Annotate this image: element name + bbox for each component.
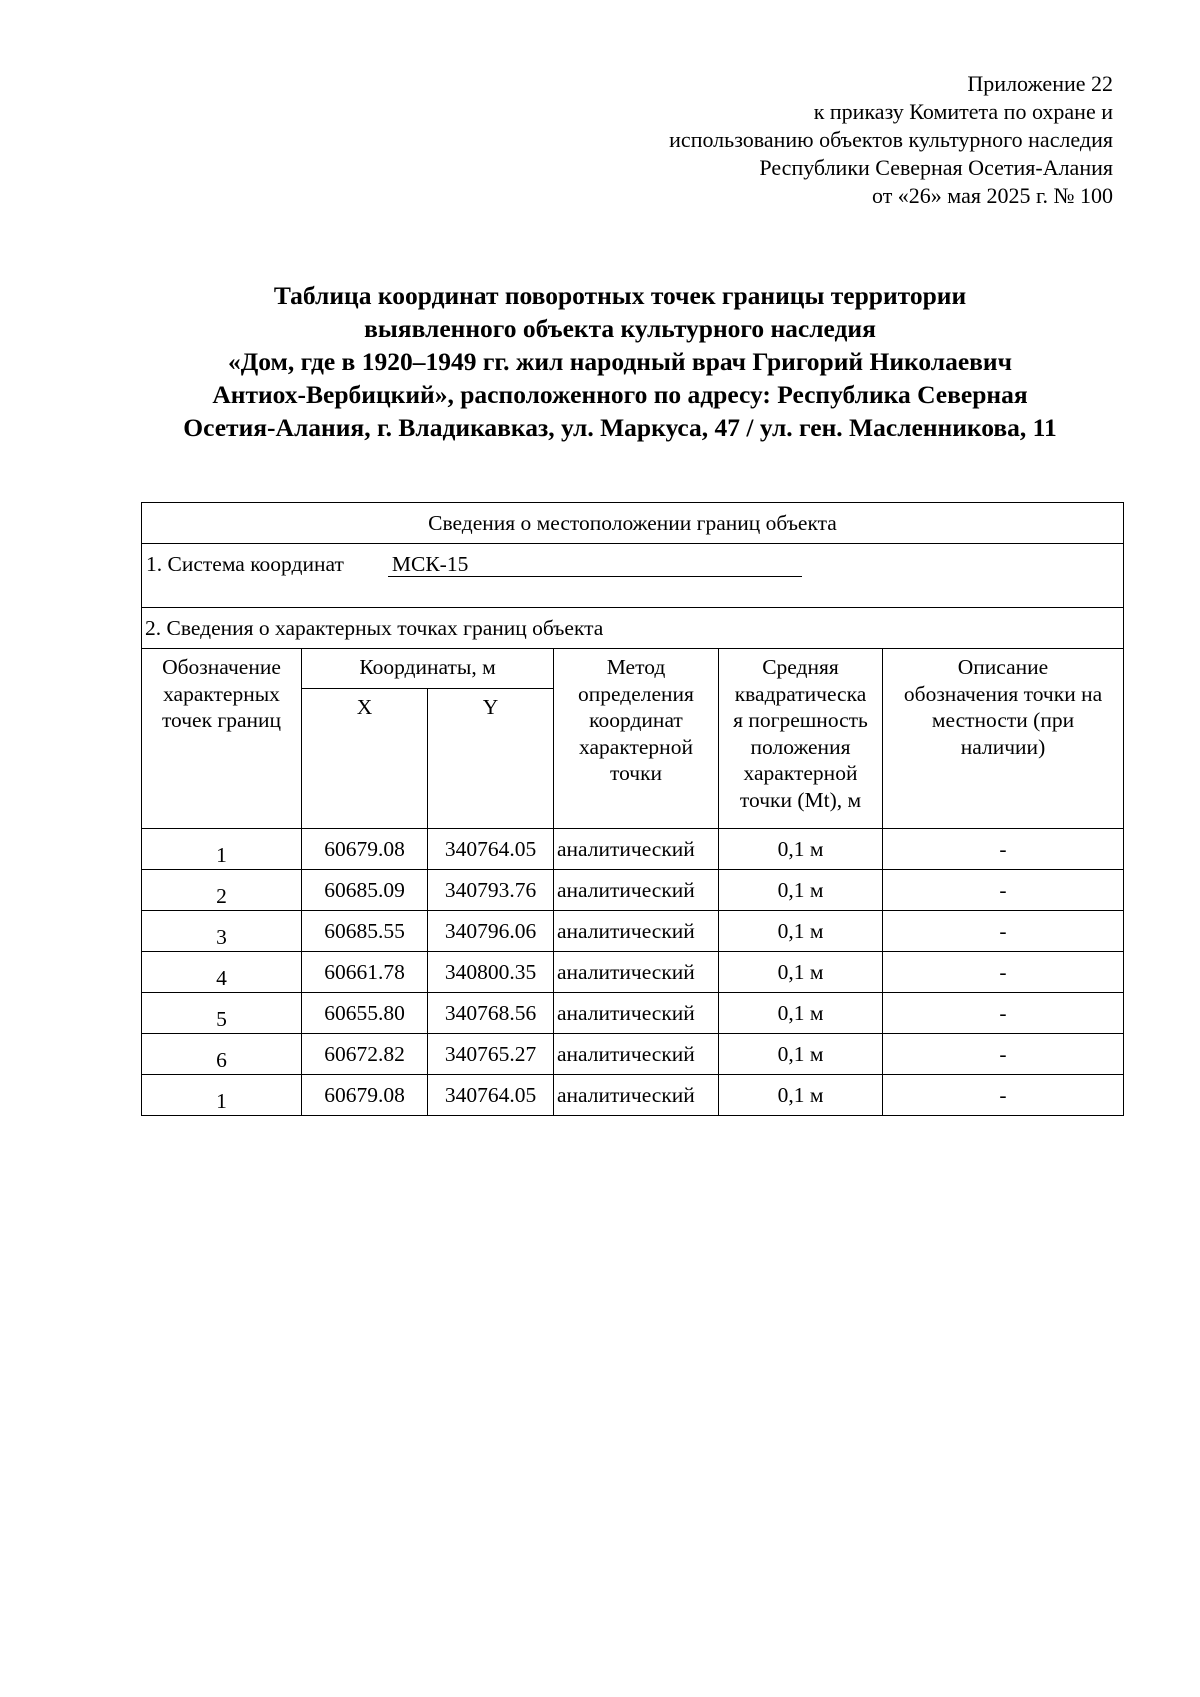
cell-y: 340796.06: [428, 911, 554, 952]
col-header-description: [883, 649, 1124, 829]
cell-method: аналитический: [554, 1075, 719, 1116]
header-text: местности (при: [931, 708, 1075, 732]
appendix-line: Приложение 22: [967, 71, 1113, 96]
cell-point: 1: [142, 829, 302, 870]
cell-x: 60679.08: [302, 829, 428, 870]
title-line: Таблица координат поворотных точек границы территории: [273, 281, 967, 310]
cell-method: аналитический: [554, 1034, 719, 1075]
cell-description: -: [883, 993, 1124, 1034]
cell-description: -: [883, 870, 1124, 911]
title-line: «Дом, где в 1920–1949 гг. жил народный врач Григорий Николаевич: [227, 347, 1013, 376]
cell-error: 0,1 м: [719, 911, 883, 952]
cell-x: 60672.82: [302, 1034, 428, 1075]
header-text: характерной: [579, 734, 693, 759]
appendix-line: к приказу Комитета по охране и: [813, 99, 1113, 124]
coord-system-value: МСК-15: [388, 552, 802, 577]
header-text: Метод: [606, 655, 666, 679]
col-header-coords: Координаты, м: [302, 649, 554, 689]
cell-x: 60679.08: [302, 1075, 428, 1116]
cell-point: 5: [142, 993, 302, 1034]
header-text: наличии): [960, 734, 1046, 759]
section-heading: 2. Сведения о характерных точках границ объекта: [142, 608, 1124, 649]
header-text: Описание: [957, 655, 1049, 679]
header-text: обозначения точки на: [903, 681, 1103, 706]
document-title: [120, 279, 1120, 444]
cell-y: 340793.76: [428, 870, 554, 911]
col-header-error: [719, 649, 883, 829]
header-text: Средняя: [762, 655, 839, 679]
coordinates-table: [141, 502, 1124, 1116]
cell-error: 0,1 м: [719, 870, 883, 911]
cell-error: 0,1 м: [719, 1034, 883, 1075]
cell-y: 340764.05: [428, 829, 554, 870]
cell-x: 60685.55: [302, 911, 428, 952]
header-text: я погрешность: [733, 708, 868, 732]
title-line: Осетия-Алания, г. Владикавказ, ул. Маркуса, 47 / ул. ген. Масленникова, 11: [183, 413, 1057, 442]
cell-y: 340768.56: [428, 993, 554, 1034]
cell-point: 4: [142, 952, 302, 993]
header-text: точек границ: [161, 708, 282, 732]
appendix-line: использованию объектов культурного наследия: [669, 127, 1113, 152]
cell-description: -: [883, 1034, 1124, 1075]
col-header-method: [554, 649, 719, 829]
col-header-y: Y: [428, 689, 554, 829]
cell-point: 6: [142, 1034, 302, 1075]
cell-error: 0,1 м: [719, 829, 883, 870]
header-text: характерных: [163, 681, 280, 706]
table-header: Сведения о местоположении границ объекта: [142, 503, 1124, 544]
title-line: Антиох-Вербицкий», расположенного по адресу: Республика Северная: [212, 380, 1028, 409]
cell-description: -: [883, 952, 1124, 993]
cell-description: -: [883, 911, 1124, 952]
coord-system-row: [142, 544, 1124, 608]
cell-method: аналитический: [554, 993, 719, 1034]
table-row: [142, 993, 1124, 1034]
header-text: точки: [609, 761, 663, 785]
table-row: [142, 911, 1124, 952]
table-row: [142, 870, 1124, 911]
header-text: Обозначение: [162, 655, 281, 679]
cell-method: аналитический: [554, 911, 719, 952]
table-row: [142, 829, 1124, 870]
cell-point: 3: [142, 911, 302, 952]
table-row: [142, 952, 1124, 993]
header-text: положения: [750, 734, 851, 759]
cell-x: 60655.80: [302, 993, 428, 1034]
cell-description: -: [883, 1075, 1124, 1116]
cell-error: 0,1 м: [719, 952, 883, 993]
cell-error: 0,1 м: [719, 993, 883, 1034]
cell-y: 340800.35: [428, 952, 554, 993]
cell-point: 2: [142, 870, 302, 911]
table-row: [142, 1034, 1124, 1075]
header-text: точки (Mt), м: [739, 787, 862, 812]
header-text: определения: [578, 681, 694, 706]
header-text: координат: [589, 708, 683, 732]
appendix-block: [513, 70, 1113, 210]
coord-system-label: 1. Система координат: [146, 552, 344, 576]
cell-error: 0,1 м: [719, 1075, 883, 1116]
table-row: [142, 1075, 1124, 1116]
cell-description: -: [883, 829, 1124, 870]
cell-x: 60685.09: [302, 870, 428, 911]
header-text: характерной: [743, 761, 858, 785]
cell-y: 340764.05: [428, 1075, 554, 1116]
cell-method: аналитический: [554, 952, 719, 993]
cell-point: 1: [142, 1075, 302, 1116]
col-header-point: [142, 649, 302, 829]
title-line: выявленного объекта культурного наследия: [364, 314, 876, 343]
cell-y: 340765.27: [428, 1034, 554, 1075]
cell-x: 60661.78: [302, 952, 428, 993]
appendix-line: Республики Северная Осетия-Алания: [759, 155, 1113, 180]
appendix-line: от «26» мая 2025 г. № 100: [871, 183, 1113, 208]
col-header-x: X: [302, 689, 428, 829]
cell-method: аналитический: [554, 829, 719, 870]
cell-method: аналитический: [554, 870, 719, 911]
header-text: квадратическа: [734, 681, 867, 706]
